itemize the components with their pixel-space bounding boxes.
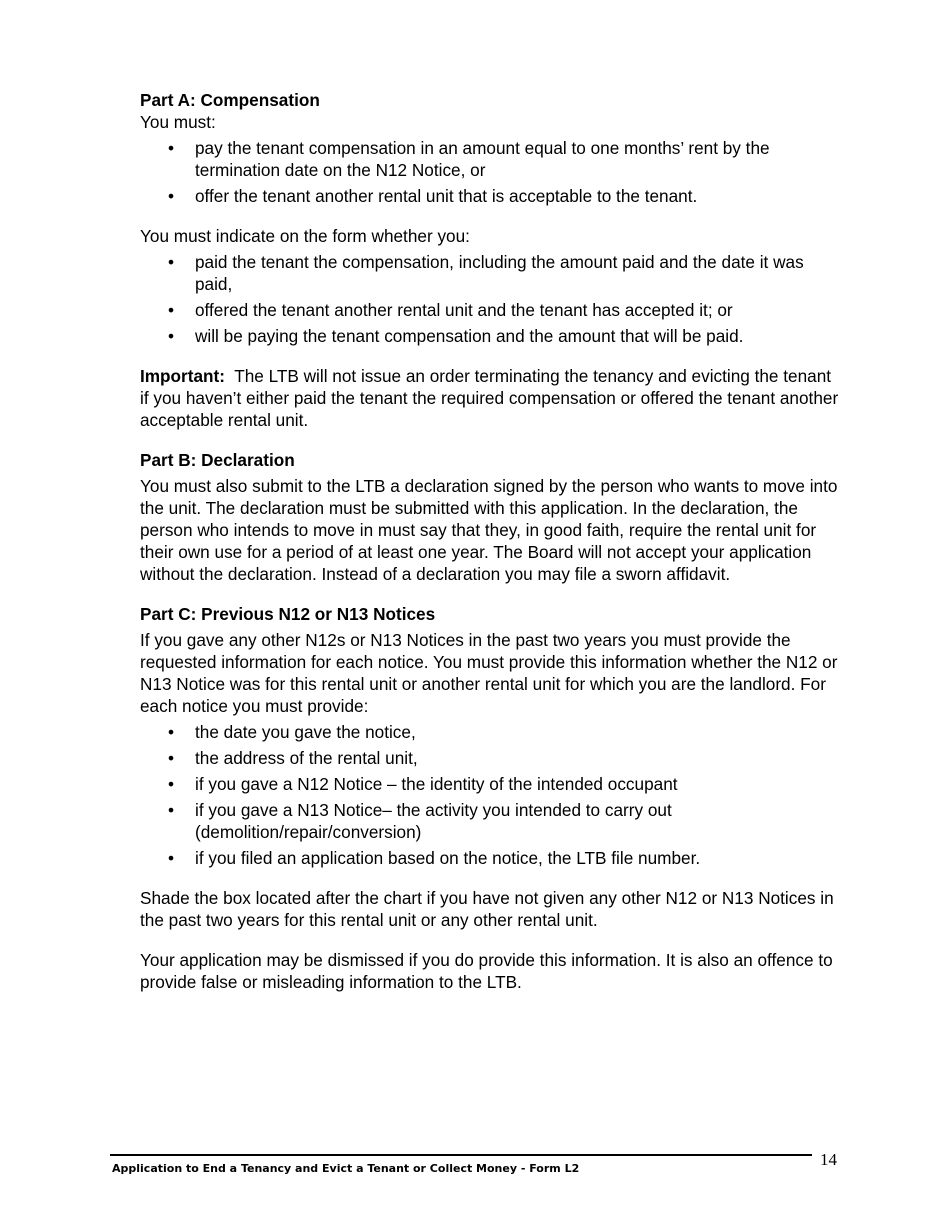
part-c-bullet-list xyxy=(140,721,840,869)
list-item: • if you gave a N12 Notice – the identity of the intended occupant xyxy=(140,773,840,795)
list-item: • if you gave a N13 Notice– the activity you intended to carry out (demolition/repair/conversion) xyxy=(140,799,840,843)
part-a-bullet-list xyxy=(140,137,840,207)
shade-instructions: Shade the box located after the chart if you have not given any other N12 or N13 Notices in the past two years for this rental unit or any other rental unit. xyxy=(140,888,834,930)
part-c-body: If you gave any other N12s or N13 Notices in the past two years you must provide the requested information for each notice. You must provide this information whether the N12 or N13 Notice was for this rental unit or another rental unit for which you are the landlord. For each notice you must provide: xyxy=(140,630,838,716)
list-item: • paid the tenant the compensation, including the amount paid and the date it was paid, xyxy=(140,251,840,295)
page-number: 14 xyxy=(820,1150,837,1169)
list-item: • offer the tenant another rental unit that is acceptable to the tenant. xyxy=(140,185,840,207)
list-item: • will be paying the tenant compensation and the amount that will be paid. xyxy=(140,325,840,347)
important-label: Important: xyxy=(140,366,225,386)
list-item: • if you filed an application based on the notice, the LTB file number. xyxy=(140,847,840,869)
list-item: • the date you gave the notice, xyxy=(140,721,840,743)
footer-title: Application to End a Tenancy and Evict a Tenant or Collect Money - Form L2 xyxy=(112,1162,580,1175)
part-b-body: You must also submit to the LTB a declaration signed by the person who wants to move into the unit. The declaration must be submitted with this application. In the declaration, the person who intends to move in must say that they, in good faith, require the rental unit for their own use for a period of at least one year. The Board will not accept your application without the declaration. Instead of a declaration you may file a sworn affidavit. xyxy=(140,476,838,584)
part-a-indicate-intro: You must indicate on the form whether you: xyxy=(140,226,470,246)
footer-rule xyxy=(110,1154,812,1156)
list-item: • pay the tenant compensation in an amount equal to one months’ rent by the termination date on the N12 Notice, or xyxy=(140,137,840,181)
document-body xyxy=(140,89,840,993)
important-text: The LTB will not issue an order terminating the tenancy and evicting the tenant if you haven’t either paid the tenant the required compensation or offered the tenant another acceptable rental unit. xyxy=(140,366,839,430)
part-a-indicate-list xyxy=(140,251,840,347)
important-paragraph xyxy=(140,365,840,431)
part-c-heading: Part C: Previous N12 or N13 Notices xyxy=(140,604,436,624)
dismissal-warning: Your application may be dismissed if you do provide this information. It is also an offence to provide false or misleading information to the LTB. xyxy=(140,950,833,992)
list-item: • offered the tenant another rental unit and the tenant has accepted it; or xyxy=(140,299,840,321)
part-a-heading: Part A: Compensation xyxy=(140,90,320,110)
list-item: • the address of the rental unit, xyxy=(140,747,840,769)
part-a-intro: You must: xyxy=(140,112,216,132)
part-b-heading: Part B: Declaration xyxy=(140,450,295,470)
